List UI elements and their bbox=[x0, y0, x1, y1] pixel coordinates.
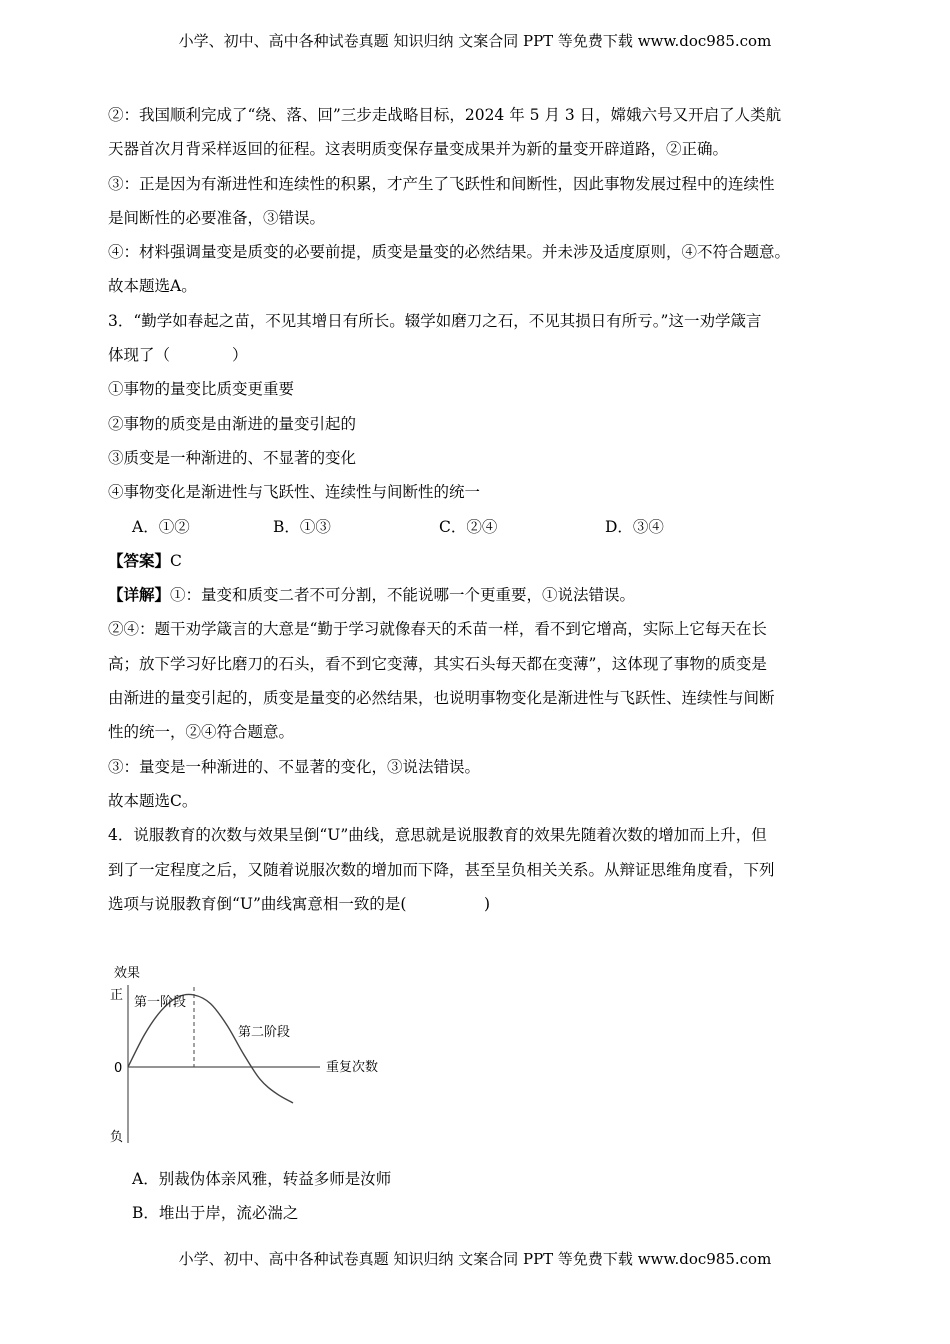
y-positive-label: 正 bbox=[110, 988, 124, 1003]
q3-option-d: D．③④ bbox=[605, 517, 664, 536]
q3-option-a: A．①② bbox=[132, 517, 190, 536]
effect-curve bbox=[128, 994, 293, 1103]
q3-options bbox=[108, 510, 843, 544]
q3-stem-1: 3．“勤学如春起之苗，不见其增日有所长。辍学如磨刀之石，不见其损日有所亏。”这一劝学箴言 bbox=[108, 311, 762, 330]
q2-line-2: 天器首次月背采样返回的征程。这表明质变保存量变成果并为新的量变开辟道路，②正确。 bbox=[108, 140, 729, 159]
q2-line-1: ②：我国顺利完成了“绕、落、回”三步走战略目标，2024 年 5 月 3 日，嫦娥六号又开启了人类航 bbox=[108, 106, 782, 124]
page-header: 小学、初中、高中各种试卷真题 知识归纳 文案合同 PPT 等免费下载 www.doc985.com bbox=[178, 32, 772, 50]
answer-value: C bbox=[170, 551, 182, 570]
detail-text: ①：量变和质变二者不可分割，不能说哪一个更重要，①说法错误。 bbox=[170, 586, 636, 605]
detail-label: 【详解】 bbox=[108, 585, 171, 605]
q3-detail-2: ②④：题干劝学箴言的大意是“勤于学习就像春天的禾苗一样，看不到它增高，实际上它每天在长 bbox=[108, 620, 767, 639]
q2-line-3: ③：正是因为有渐进性和连续性的积累，才产生了飞跃性和间断性，因此事物发展过程中的连续性 bbox=[108, 174, 775, 193]
q4-stem-3: 选项与说服教育倒“U”曲线寓意相一致的是( ) bbox=[108, 894, 491, 913]
q3-statement-1: ①事物的量变比质变更重要 bbox=[108, 380, 295, 399]
q3-answer bbox=[108, 544, 843, 578]
q3-detail-3: 高；放下学习好比磨刀的石头，看不到它变薄，其实石头每天都在变薄”，这体现了事物的质变是 bbox=[108, 654, 767, 673]
q4-stem-1: 4．说服教育的次数与效果呈倒“U”曲线，意思就是说服教育的效果先随着次数的增加而上升，但 bbox=[108, 826, 767, 845]
origin-label: 0 bbox=[114, 1061, 123, 1076]
q3-statement-2: ②事物的质变是由渐进的量变引起的 bbox=[108, 414, 357, 433]
q3-statement-3: ③质变是一种渐进的、不显著的变化 bbox=[108, 448, 357, 467]
q2-line-4: 是间断性的必要准备，③错误。 bbox=[108, 208, 326, 227]
chart-svg bbox=[108, 955, 408, 1155]
q2-conclusion: 故本题选A。 bbox=[108, 277, 197, 296]
q3-detail-1 bbox=[108, 578, 843, 612]
x-axis-label: 重复次数 bbox=[326, 1060, 379, 1075]
stage-two-label: 第二阶段 bbox=[238, 1025, 291, 1040]
q3-option-c: C．②④ bbox=[439, 517, 498, 536]
q3-detail-5: 性的统一，②④符合题意。 bbox=[108, 723, 295, 742]
q3-stem-2: 体现了（ ） bbox=[108, 346, 248, 365]
q3-detail-6: ③：量变是一种渐进的、不显著的变化，③说法错误。 bbox=[108, 757, 481, 776]
page-footer: 小学、初中、高中各种试卷真题 知识归纳 文案合同 PPT 等免费下载 www.doc985.com bbox=[178, 1250, 772, 1268]
q4-option-b: B．堆出于岸，流必湍之 bbox=[132, 1204, 299, 1222]
answer-label: 【答案】 bbox=[108, 550, 171, 570]
y-axis-label: 效果 bbox=[114, 966, 141, 981]
y-negative-label: 负 bbox=[110, 1130, 124, 1145]
q3-option-b: B．①③ bbox=[273, 517, 331, 536]
q3-conclusion: 故本题选C。 bbox=[108, 791, 198, 810]
document-body bbox=[108, 98, 843, 921]
q4-option-a: A．别裁伪体亲风雅，转益多师是汝师 bbox=[132, 1170, 392, 1188]
q3-detail-4: 由渐进的量变引起的，质变是量变的必然结果，也说明事物变化是渐进性与飞跃性、连续性与间断 bbox=[108, 689, 775, 708]
q3-statement-4: ④事物变化是渐进性与飞跃性、连续性与间断性的统一 bbox=[108, 483, 481, 502]
q4-stem-2: 到了一定程度之后，又随着说服次数的增加而下降，甚至呈负相关关系。从辩证思维角度看，下列 bbox=[108, 860, 775, 879]
inverted-u-chart bbox=[108, 955, 408, 1155]
stage-one-label: 第一阶段 bbox=[134, 995, 187, 1010]
q2-line-5: ④：材料强调量变是质变的必要前提，质变是量变的必然结果。并未涉及适度原则，④不符合题意。 bbox=[108, 243, 791, 262]
